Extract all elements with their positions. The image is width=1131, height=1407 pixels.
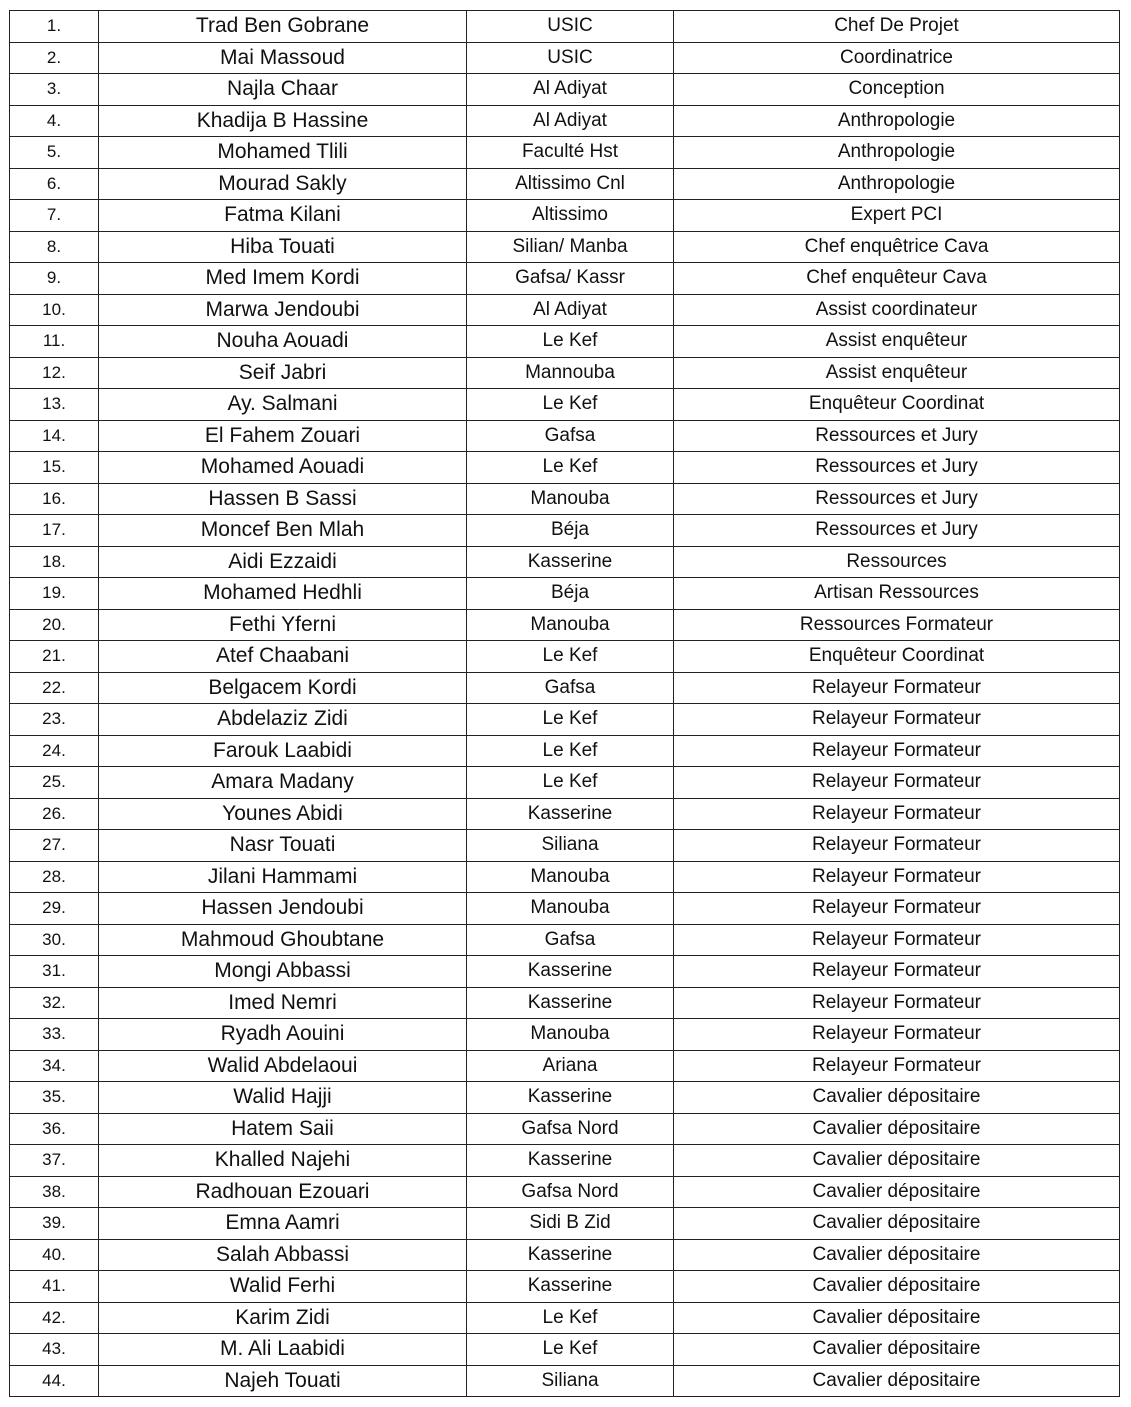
- participant-organization: Kasserine: [467, 546, 674, 578]
- participant-organization: Al Adiyat: [467, 105, 674, 137]
- participant-role: Cavalier dépositaire: [674, 1365, 1120, 1397]
- table-row: [10, 105, 1120, 137]
- row-number: 22.: [10, 672, 99, 704]
- participant-organization: Kasserine: [467, 1239, 674, 1271]
- table-row: [10, 389, 1120, 421]
- participant-role: Relayeur Formateur: [674, 987, 1120, 1019]
- participant-name: Younes Abidi: [99, 798, 467, 830]
- table-row: [10, 357, 1120, 389]
- row-number: 2.: [10, 42, 99, 74]
- table-row: [10, 956, 1120, 988]
- participant-organization: Siliana: [467, 830, 674, 862]
- participant-organization: USIC: [467, 11, 674, 43]
- participant-organization: Ariana: [467, 1050, 674, 1082]
- table-row: [10, 672, 1120, 704]
- table-row: [10, 1271, 1120, 1303]
- table-row: [10, 830, 1120, 862]
- row-number: 20.: [10, 609, 99, 641]
- participant-role: Relayeur Formateur: [674, 1050, 1120, 1082]
- table-row: [10, 1050, 1120, 1082]
- row-number: 9.: [10, 263, 99, 295]
- row-number: 29.: [10, 893, 99, 925]
- participant-organization: Gafsa: [467, 420, 674, 452]
- table-row: [10, 137, 1120, 169]
- table-row: [10, 42, 1120, 74]
- table-row: [10, 294, 1120, 326]
- row-number: 7.: [10, 200, 99, 232]
- participant-organization: Manouba: [467, 893, 674, 925]
- participant-organization: Béja: [467, 578, 674, 610]
- row-number: 34.: [10, 1050, 99, 1082]
- participant-organization: Mannouba: [467, 357, 674, 389]
- row-number: 8.: [10, 231, 99, 263]
- participant-organization: Le Kef: [467, 767, 674, 799]
- participant-name: Najeh Touati: [99, 1365, 467, 1397]
- row-number: 36.: [10, 1113, 99, 1145]
- row-number: 35.: [10, 1082, 99, 1114]
- participant-role: Relayeur Formateur: [674, 735, 1120, 767]
- participant-role: Enquêteur Coordinat: [674, 641, 1120, 673]
- participant-organization: Le Kef: [467, 452, 674, 484]
- table-row: [10, 1334, 1120, 1366]
- row-number: 37.: [10, 1145, 99, 1177]
- row-number: 23.: [10, 704, 99, 736]
- row-number: 6.: [10, 168, 99, 200]
- participants-table: [9, 10, 1120, 1397]
- participant-role: Anthropologie: [674, 105, 1120, 137]
- participant-name: Farouk Laabidi: [99, 735, 467, 767]
- participant-name: Salah Abbassi: [99, 1239, 467, 1271]
- table-row: [10, 861, 1120, 893]
- row-number: 16.: [10, 483, 99, 515]
- table-row: [10, 231, 1120, 263]
- participant-name: Walid Ferhi: [99, 1271, 467, 1303]
- row-number: 30.: [10, 924, 99, 956]
- participant-organization: Le Kef: [467, 704, 674, 736]
- participant-organization: Altissimo Cnl: [467, 168, 674, 200]
- row-number: 39.: [10, 1208, 99, 1240]
- row-number: 38.: [10, 1176, 99, 1208]
- participant-role: Relayeur Formateur: [674, 861, 1120, 893]
- participant-name: Nasr Touati: [99, 830, 467, 862]
- participant-name: Amara Madany: [99, 767, 467, 799]
- participant-organization: Manouba: [467, 861, 674, 893]
- document-page: [9, 10, 1120, 1397]
- participant-name: Ryadh Aouini: [99, 1019, 467, 1051]
- participant-role: Assist enquêteur: [674, 357, 1120, 389]
- participant-role: Cavalier dépositaire: [674, 1239, 1120, 1271]
- participant-role: Cavalier dépositaire: [674, 1302, 1120, 1334]
- row-number: 41.: [10, 1271, 99, 1303]
- participant-name: Emna Aamri: [99, 1208, 467, 1240]
- participant-name: Walid Abdelaoui: [99, 1050, 467, 1082]
- table-row: [10, 1113, 1120, 1145]
- participant-name: Mahmoud Ghoubtane: [99, 924, 467, 956]
- participant-role: Enquêteur Coordinat: [674, 389, 1120, 421]
- participant-organization: Silian/ Manba: [467, 231, 674, 263]
- participant-organization: Gafsa Nord: [467, 1176, 674, 1208]
- participant-name: Imed Nemri: [99, 987, 467, 1019]
- participant-name: Seif Jabri: [99, 357, 467, 389]
- participant-name: Jilani Hammami: [99, 861, 467, 893]
- table-row: [10, 168, 1120, 200]
- participant-organization: Kasserine: [467, 798, 674, 830]
- row-number: 32.: [10, 987, 99, 1019]
- row-number: 43.: [10, 1334, 99, 1366]
- row-number: 40.: [10, 1239, 99, 1271]
- participant-name: Hiba Touati: [99, 231, 467, 263]
- row-number: 4.: [10, 105, 99, 137]
- table-row: [10, 987, 1120, 1019]
- table-row: [10, 924, 1120, 956]
- table-row: [10, 546, 1120, 578]
- participant-organization: Manouba: [467, 483, 674, 515]
- row-number: 18.: [10, 546, 99, 578]
- participant-name: Aidi Ezzaidi: [99, 546, 467, 578]
- participant-role: Cavalier dépositaire: [674, 1208, 1120, 1240]
- participant-organization: Gafsa: [467, 672, 674, 704]
- participant-role: Relayeur Formateur: [674, 1019, 1120, 1051]
- table-row: [10, 1302, 1120, 1334]
- table-row: [10, 420, 1120, 452]
- participant-role: Relayeur Formateur: [674, 672, 1120, 704]
- participant-role: Expert PCI: [674, 200, 1120, 232]
- participant-name: Hatem Saii: [99, 1113, 467, 1145]
- table-row: [10, 893, 1120, 925]
- participant-role: Anthropologie: [674, 168, 1120, 200]
- participant-organization: Manouba: [467, 609, 674, 641]
- participant-role: Cavalier dépositaire: [674, 1334, 1120, 1366]
- table-row: [10, 1176, 1120, 1208]
- participant-role: Relayeur Formateur: [674, 798, 1120, 830]
- row-number: 13.: [10, 389, 99, 421]
- participant-name: Mongi Abbassi: [99, 956, 467, 988]
- table-row: [10, 1365, 1120, 1397]
- participant-organization: Béja: [467, 515, 674, 547]
- participant-organization: Al Adiyat: [467, 74, 674, 106]
- participant-role: Cavalier dépositaire: [674, 1176, 1120, 1208]
- participant-organization: Altissimo: [467, 200, 674, 232]
- participant-name: Khalled Najehi: [99, 1145, 467, 1177]
- row-number: 11.: [10, 326, 99, 358]
- participant-role: Artisan Ressources: [674, 578, 1120, 610]
- row-number: 3.: [10, 74, 99, 106]
- table-row: [10, 452, 1120, 484]
- participant-name: Khadija B Hassine: [99, 105, 467, 137]
- participant-name: Walid Hajji: [99, 1082, 467, 1114]
- participant-name: Atef Chaabani: [99, 641, 467, 673]
- participant-name: Mohamed Tlili: [99, 137, 467, 169]
- participant-organization: Gafsa Nord: [467, 1113, 674, 1145]
- participant-role: Cavalier dépositaire: [674, 1082, 1120, 1114]
- table-row: [10, 1145, 1120, 1177]
- participant-name: Mohamed Hedhli: [99, 578, 467, 610]
- participant-organization: Kasserine: [467, 1145, 674, 1177]
- row-number: 15.: [10, 452, 99, 484]
- table-row: [10, 641, 1120, 673]
- table-row: [10, 1239, 1120, 1271]
- participant-organization: Al Adiyat: [467, 294, 674, 326]
- row-number: 27.: [10, 830, 99, 862]
- row-number: 21.: [10, 641, 99, 673]
- row-number: 26.: [10, 798, 99, 830]
- row-number: 14.: [10, 420, 99, 452]
- participant-role: Chef De Projet: [674, 11, 1120, 43]
- participant-role: Relayeur Formateur: [674, 704, 1120, 736]
- participant-name: Mohamed Aouadi: [99, 452, 467, 484]
- row-number: 25.: [10, 767, 99, 799]
- participant-name: Karim Zidi: [99, 1302, 467, 1334]
- participant-role: Chef enquêtrice Cava: [674, 231, 1120, 263]
- row-number: 28.: [10, 861, 99, 893]
- table-row: [10, 11, 1120, 43]
- participant-organization: Kasserine: [467, 1082, 674, 1114]
- participant-name: Med Imem Kordi: [99, 263, 467, 295]
- participant-role: Ressources et Jury: [674, 483, 1120, 515]
- participant-organization: Le Kef: [467, 1334, 674, 1366]
- participant-role: Anthropologie: [674, 137, 1120, 169]
- table-row: [10, 200, 1120, 232]
- row-number: 19.: [10, 578, 99, 610]
- table-row: [10, 326, 1120, 358]
- row-number: 1.: [10, 11, 99, 43]
- participant-organization: Gafsa/ Kassr: [467, 263, 674, 295]
- participant-name: Hassen Jendoubi: [99, 893, 467, 925]
- participant-name: Trad Ben Gobrane: [99, 11, 467, 43]
- row-number: 44.: [10, 1365, 99, 1397]
- participant-role: Ressources et Jury: [674, 420, 1120, 452]
- participant-role: Assist enquêteur: [674, 326, 1120, 358]
- row-number: 33.: [10, 1019, 99, 1051]
- table-row: [10, 74, 1120, 106]
- participant-organization: Le Kef: [467, 1302, 674, 1334]
- participant-organization: Faculté Hst: [467, 137, 674, 169]
- participant-name: M. Ali Laabidi: [99, 1334, 467, 1366]
- participant-organization: Le Kef: [467, 641, 674, 673]
- participant-role: Ressources et Jury: [674, 515, 1120, 547]
- participants-table-body: [10, 11, 1120, 1397]
- participant-organization: Sidi B Zid: [467, 1208, 674, 1240]
- participant-organization: Kasserine: [467, 987, 674, 1019]
- participant-organization: Siliana: [467, 1365, 674, 1397]
- participant-name: Najla Chaar: [99, 74, 467, 106]
- participant-name: Belgacem Kordi: [99, 672, 467, 704]
- participant-role: Relayeur Formateur: [674, 830, 1120, 862]
- participant-organization: Kasserine: [467, 1271, 674, 1303]
- participant-name: Nouha Aouadi: [99, 326, 467, 358]
- participant-role: Cavalier dépositaire: [674, 1145, 1120, 1177]
- table-row: [10, 1208, 1120, 1240]
- participant-name: Moncef Ben Mlah: [99, 515, 467, 547]
- table-row: [10, 578, 1120, 610]
- participant-organization: Gafsa: [467, 924, 674, 956]
- participant-role: Relayeur Formateur: [674, 893, 1120, 925]
- row-number: 31.: [10, 956, 99, 988]
- participant-name: Ay. Salmani: [99, 389, 467, 421]
- participant-organization: Le Kef: [467, 326, 674, 358]
- participant-name: Marwa Jendoubi: [99, 294, 467, 326]
- participant-role: Ressources et Jury: [674, 452, 1120, 484]
- table-row: [10, 767, 1120, 799]
- participant-name: Mai Massoud: [99, 42, 467, 74]
- row-number: 42.: [10, 1302, 99, 1334]
- participant-name: Mourad Sakly: [99, 168, 467, 200]
- participant-role: Cavalier dépositaire: [674, 1271, 1120, 1303]
- participant-name: El Fahem Zouari: [99, 420, 467, 452]
- row-number: 12.: [10, 357, 99, 389]
- participant-role: Chef enquêteur Cava: [674, 263, 1120, 295]
- table-row: [10, 704, 1120, 736]
- table-row: [10, 1019, 1120, 1051]
- table-row: [10, 798, 1120, 830]
- table-row: [10, 735, 1120, 767]
- participant-role: Relayeur Formateur: [674, 767, 1120, 799]
- participant-role: Assist coordinateur: [674, 294, 1120, 326]
- participant-name: Abdelaziz Zidi: [99, 704, 467, 736]
- participant-name: Radhouan Ezouari: [99, 1176, 467, 1208]
- participant-role: Coordinatrice: [674, 42, 1120, 74]
- participant-role: Relayeur Formateur: [674, 924, 1120, 956]
- participant-role: Cavalier dépositaire: [674, 1113, 1120, 1145]
- participant-organization: USIC: [467, 42, 674, 74]
- row-number: 24.: [10, 735, 99, 767]
- table-row: [10, 515, 1120, 547]
- table-row: [10, 483, 1120, 515]
- participant-role: Relayeur Formateur: [674, 956, 1120, 988]
- row-number: 10.: [10, 294, 99, 326]
- participant-role: Ressources: [674, 546, 1120, 578]
- participant-organization: Le Kef: [467, 735, 674, 767]
- row-number: 17.: [10, 515, 99, 547]
- table-row: [10, 1082, 1120, 1114]
- participant-name: Fatma Kilani: [99, 200, 467, 232]
- participant-organization: Le Kef: [467, 389, 674, 421]
- participant-name: Fethi Yferni: [99, 609, 467, 641]
- participant-role: Conception: [674, 74, 1120, 106]
- row-number: 5.: [10, 137, 99, 169]
- participant-role: Ressources Formateur: [674, 609, 1120, 641]
- participant-organization: Kasserine: [467, 956, 674, 988]
- participant-name: Hassen B Sassi: [99, 483, 467, 515]
- table-row: [10, 609, 1120, 641]
- participant-organization: Manouba: [467, 1019, 674, 1051]
- table-row: [10, 263, 1120, 295]
